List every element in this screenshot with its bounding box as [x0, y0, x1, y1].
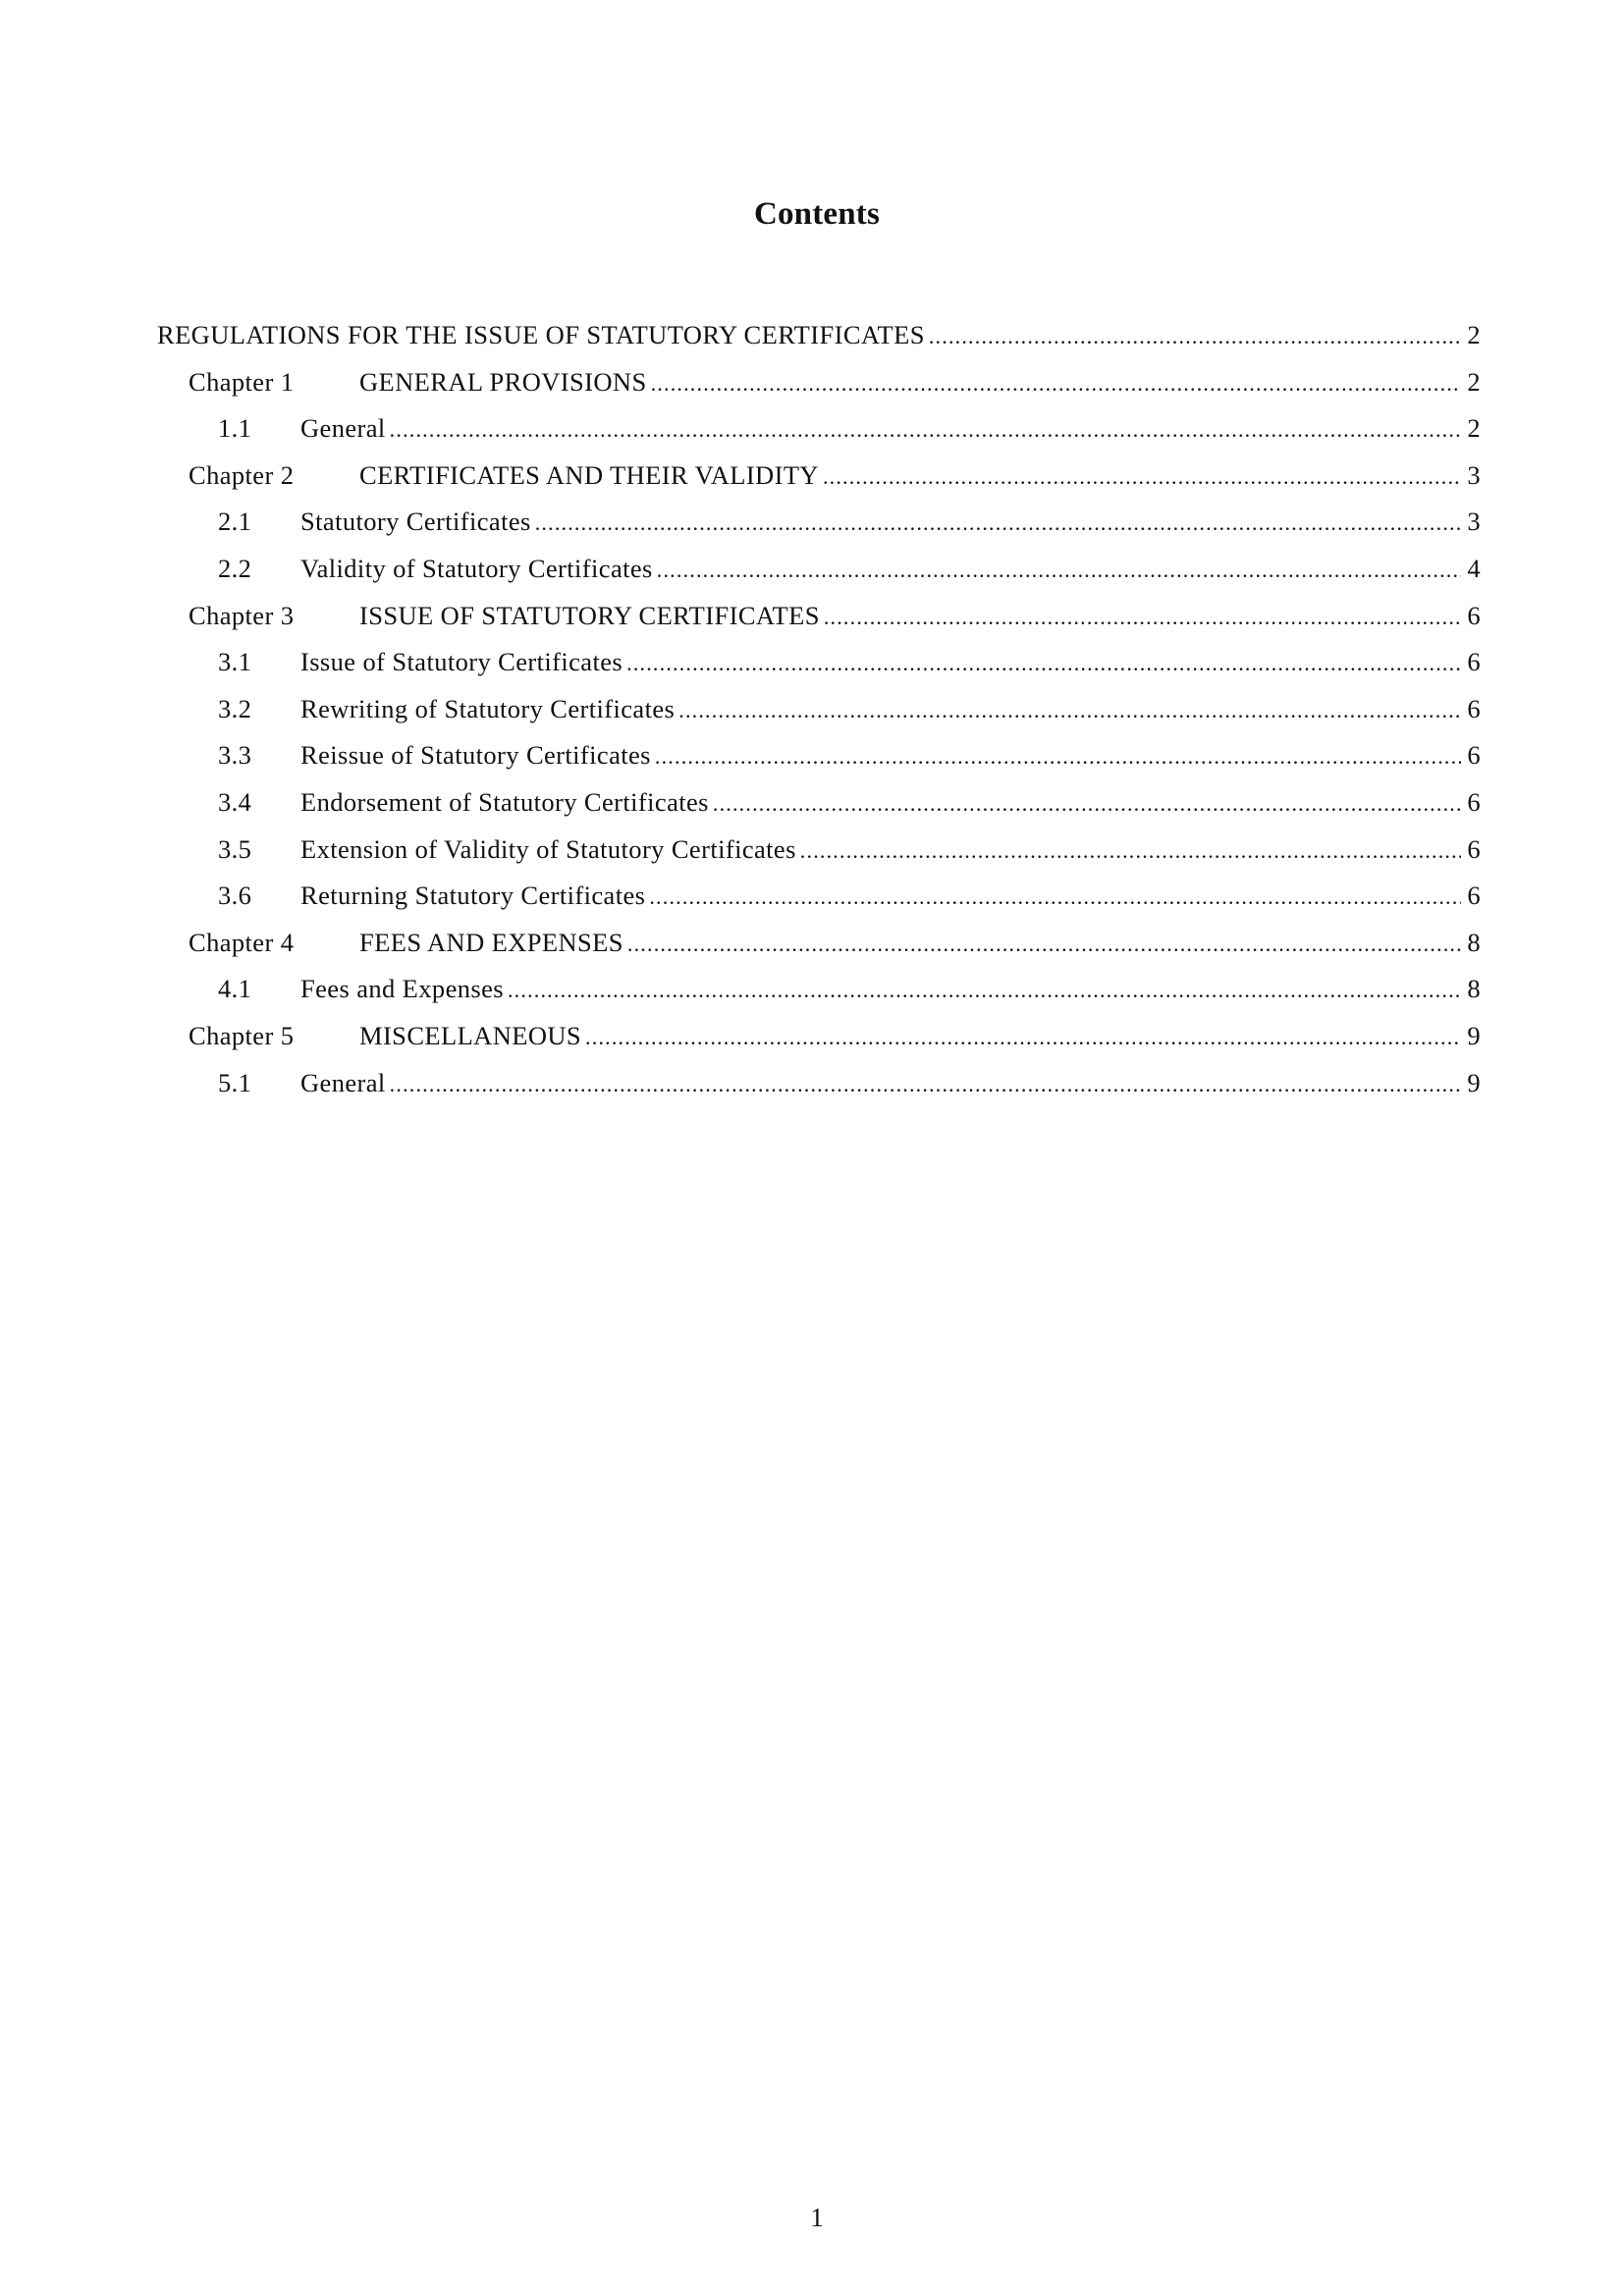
- toc-entry-number: 4.1: [218, 974, 252, 1004]
- dot-leader: [678, 698, 1461, 723]
- toc-entry-number: 3.1: [218, 647, 252, 677]
- toc-entry-page: 6: [1467, 786, 1481, 817]
- dot-leader: [800, 838, 1462, 864]
- dot-leader: [823, 464, 1461, 490]
- toc-entry-chapter-3[interactable]: [157, 601, 1481, 648]
- dot-leader: [390, 417, 1462, 443]
- dot-leader: [626, 651, 1461, 676]
- dot-leader: [655, 744, 1461, 770]
- toc-entry-number: Chapter 3: [189, 600, 295, 630]
- dot-leader: [585, 1025, 1461, 1050]
- dot-leader: [390, 1072, 1462, 1097]
- toc-entry-number: 3.4: [218, 786, 252, 817]
- toc-entry-title: Returning Statutory Certificates: [300, 881, 646, 911]
- toc-entry-5-1[interactable]: [157, 1068, 1481, 1115]
- toc-entry-title: Fees and Expenses: [300, 974, 504, 1004]
- toc-entry-number: Chapter 5: [189, 1020, 295, 1050]
- toc-entry-number: 2.1: [218, 507, 252, 537]
- toc-entry-number: Chapter 1: [189, 366, 295, 397]
- toc-entry-page: 2: [1467, 366, 1481, 397]
- toc-entry-page: 8: [1467, 974, 1481, 1004]
- toc-entry-page: 6: [1467, 740, 1481, 771]
- toc-entry-title: Statutory Certificates: [300, 507, 531, 537]
- toc-entry-page: 2: [1467, 413, 1481, 444]
- toc-entry-page: 6: [1467, 647, 1481, 677]
- toc-entry-title: GENERAL PROVISIONS: [359, 366, 647, 397]
- toc-entry-number: 1.1: [218, 413, 252, 444]
- toc-entry-title: Validity of Statutory Certificates: [300, 553, 653, 583]
- dot-leader: [929, 324, 1462, 349]
- toc-entry-chapter-5[interactable]: [157, 1021, 1481, 1068]
- toc-entry-number: Chapter 4: [189, 927, 295, 957]
- dot-leader: [627, 932, 1461, 957]
- toc-entry-title: CERTIFICATES AND THEIR VALIDITY: [359, 459, 819, 490]
- dot-leader: [824, 605, 1462, 630]
- toc-entry-4-1[interactable]: [157, 974, 1481, 1021]
- toc-entry-number: Chapter 2: [189, 459, 295, 490]
- page-title: Contents: [753, 196, 881, 232]
- page-number: 1: [810, 2203, 824, 2232]
- toc-entry-number: 5.1: [218, 1067, 252, 1097]
- toc-entry-number: 3.6: [218, 881, 252, 911]
- toc-entry-title: REGULATIONS FOR THE ISSUE OF STATUTORY CERTIFICATES: [157, 320, 925, 349]
- toc-entry-number: 2.2: [218, 553, 252, 583]
- toc-entry-title: Endorsement of Statutory Certificates: [300, 786, 709, 817]
- toc-entry-title: MISCELLANEOUS: [359, 1020, 582, 1050]
- dot-leader: [508, 978, 1461, 1003]
- toc-entry-page: 8: [1467, 927, 1481, 957]
- toc-entry-page: 2: [1467, 320, 1481, 349]
- toc-entry-page: 6: [1467, 693, 1481, 723]
- toc-entry-3-5[interactable]: [157, 834, 1481, 881]
- toc-entry-3-6[interactable]: [157, 881, 1481, 928]
- toc-entry-page: 6: [1467, 881, 1481, 911]
- dot-leader: [651, 371, 1462, 397]
- toc-entry-title: Rewriting of Statutory Certificates: [300, 693, 676, 723]
- toc-entry-2-1[interactable]: [157, 507, 1481, 554]
- toc-entry-3-2[interactable]: [157, 694, 1481, 741]
- toc-entry-number: 3.2: [218, 693, 252, 723]
- toc-entry-1-1[interactable]: [157, 413, 1481, 460]
- toc-entry-3-4[interactable]: [157, 787, 1481, 834]
- dot-leader: [713, 791, 1461, 817]
- toc-entry-regulations[interactable]: [157, 320, 1481, 367]
- table-of-contents: [157, 320, 1481, 1114]
- toc-entry-3-1[interactable]: [157, 647, 1481, 694]
- toc-entry-page: 6: [1467, 833, 1481, 864]
- dot-leader: [649, 884, 1461, 910]
- toc-entry-chapter-1[interactable]: [157, 367, 1481, 414]
- toc-entry-page: 3: [1467, 459, 1481, 490]
- toc-entry-title: Issue of Statutory Certificates: [300, 647, 623, 677]
- toc-entry-title: Extension of Validity of Statutory Certificates: [300, 833, 796, 864]
- toc-entry-title: FEES AND EXPENSES: [359, 927, 623, 957]
- toc-entry-title: General: [300, 413, 386, 444]
- toc-entry-page: 9: [1467, 1067, 1481, 1097]
- toc-entry-3-3[interactable]: [157, 740, 1481, 787]
- dot-leader: [535, 510, 1462, 536]
- toc-entry-page: 9: [1467, 1020, 1481, 1050]
- toc-entry-number: 3.3: [218, 740, 252, 771]
- toc-entry-page: 6: [1467, 600, 1481, 630]
- toc-entry-chapter-4[interactable]: [157, 928, 1481, 975]
- toc-entry-2-2[interactable]: [157, 554, 1481, 601]
- toc-entry-title: ISSUE OF STATUTORY CERTIFICATES: [359, 600, 820, 630]
- toc-entry-title: Reissue of Statutory Certificates: [300, 740, 651, 771]
- toc-entry-chapter-2[interactable]: [157, 460, 1481, 507]
- toc-entry-number: 3.5: [218, 833, 252, 864]
- toc-entry-title: General: [300, 1067, 386, 1097]
- dot-leader: [657, 558, 1462, 583]
- toc-entry-page: 3: [1467, 507, 1481, 537]
- toc-entry-page: 4: [1467, 553, 1481, 583]
